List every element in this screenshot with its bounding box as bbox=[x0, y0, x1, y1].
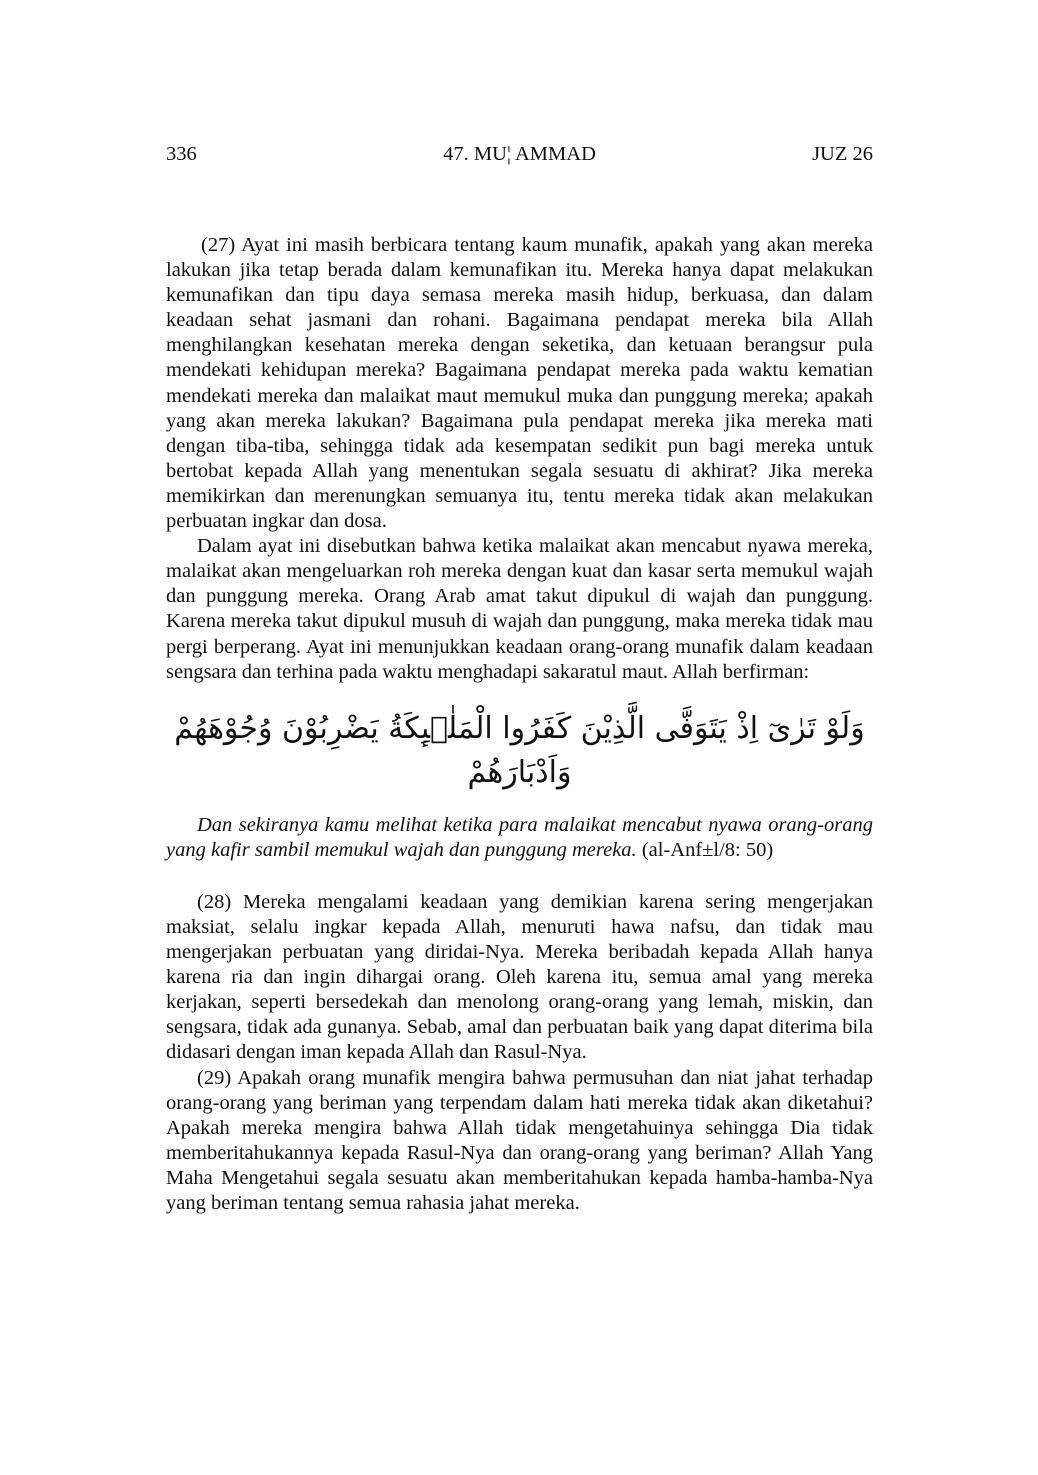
page-number: 336 bbox=[166, 143, 197, 165]
paragraph-29: (29) Apakah orang munafik mengira bahwa permusuhan dan niat jahat terhadap orang-orang yang beriman yang terpendam dalam hati mereka tidak akan diketahui? Apakah mereka mengira bahwa Allah tidak mengetahuinya sehingga Dia tidak memberitahukannya kepada Rasul-Nya dan orang-orang yang beriman? Allah Yang Maha Mengetahui segala sesuatu akan memberitahukan kepada hamba-hamba-Nya yang beriman tentang semua rahasia jahat mereka. bbox=[166, 1066, 873, 1214]
verse-reference: (al-Anf±l/8: 50) bbox=[641, 838, 774, 861]
paragraph-27-explanation: Dalam ayat ini disebutkan bahwa ketika malaikat akan mencabut nyawa mereka, malaikat akan mengeluarkan roh mereka dengan kuat dan kasar serta memukul wajah dan punggung mereka. Orang Arab amat takut dipukul di wajah dan punggung. Karena mereka takut dipukul musuh di wajah dan punggung, maka mereka tidak mau pergi berperang. Ayat ini menunjukkan keadaan orang-orang munafik dalam keadaan sengsara dan terhina pada waktu menghadapi sakaratul maut. Allah berfirman: bbox=[166, 535, 873, 683]
juz-label: JUZ 26 bbox=[812, 143, 873, 165]
verse-translation-text: Dan sekiranya kamu melihat ketika para malaikat mencabut nyawa orang-orang yang kafir sambil memukul wajah dan punggung mereka. bbox=[166, 813, 873, 861]
page-header bbox=[166, 143, 873, 173]
paragraph-28: (28) Mereka mengalami keadaan yang demikian karena sering mengerjakan maksiat, selalu ingkar kepada Allah, menuruti hawa nafsu, dan tidak mau mengerjakan perbuatan yang diridai-Nya. Mereka beribadah kepada Allah hanya karena ria dan ingin dihargai orang. Oleh karena itu, semua amal yang mereka kerjakan, seperti bersedekah dan menolong orang-orang yang lemah, miskin, dan sengsara, tidak ada gunanya. Sebab, amal dan perbuatan baik yang dapat diterima bila didasari dengan iman kepada Allah dan Rasul-Nya. bbox=[166, 890, 873, 1064]
paragraph-27-intro: (27) Ayat ini masih berbicara tentang kaum munafik, apakah yang akan mereka lakukan jika tetap berada dalam kemunafikan itu. Mereka hanya dapat melakukan kemunafikan dan tipu daya semasa mereka masih hidup, berkuasa, dan dalam keadaan sehat jasmani dan rohani. Bagaimana pendapat mereka bila Allah menghilangkan kesehatan mereka dengan seketika, dan ketuaan berangsur pula mendekati kehidupan mereka? Bagaimana pendapat mereka pada waktu kematian mendekati mereka dan malaikat maut memukul muka dan punggung mereka; apakah yang akan mereka lakukan? Bagaimana pula pendapat mereka jika mereka mati dengan tiba-tiba, sehingga tidak ada kesempatan sedikit pun bagi mereka untuk bertobat kepada Allah yang menentukan segala sesuatu di akhirat? Jika mereka memikirkan dan merenungkan semuanya itu, tentu mereka tidak akan melakukan perbuatan ingkar dan dosa. bbox=[166, 234, 873, 533]
quran-verse-arabic: وَلَوْ تَرٰىٓ اِذْ يَتَوَفَّى الَّذِيْنَ كَفَرُوا الْمَلٰۤىِٕكَةُ يَضْرِبُوْنَ وُجُوْهَهُمْ وَاَدْبَارَهُمْ bbox=[174, 710, 865, 790]
section-spacer bbox=[166, 863, 873, 890]
page-body bbox=[166, 233, 873, 1216]
chapter-title: 47. MU¦ AMMAD bbox=[443, 143, 596, 165]
verse-translation bbox=[166, 813, 873, 863]
